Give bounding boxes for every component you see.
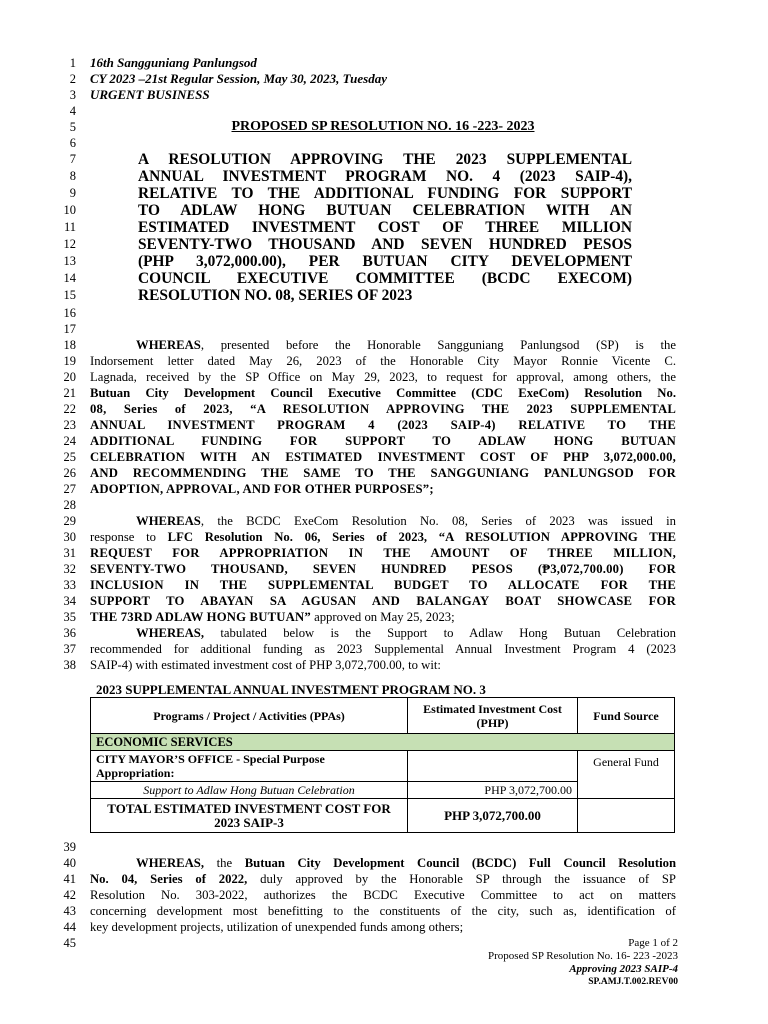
line-number: 28 xyxy=(63,498,76,512)
line-number: 38 xyxy=(63,658,76,672)
line-number: 35 xyxy=(63,610,76,624)
line-number: 34 xyxy=(63,594,76,608)
line-number: 39 xyxy=(63,840,76,854)
line-number: 8 xyxy=(69,169,76,183)
line-number: 30 xyxy=(63,530,76,544)
header-council: 16th Sangguniang Panlungsod xyxy=(90,55,257,70)
para2-line1: WHEREAS, the BCDC ExeCom Resolution No. 08, Series of 2023 was issued in xyxy=(136,514,676,528)
line-number: 13 xyxy=(63,254,76,268)
line-number: 23 xyxy=(63,418,76,432)
line-number: 32 xyxy=(63,562,76,576)
section-row xyxy=(91,734,675,751)
para2-line4: SEVENTY-TWO THOUSAND, SEVEN HUNDRED PESOS (₱3,072,700.00) FOR xyxy=(90,562,676,576)
header-ppas: Programs / Project / Activities (PPAs) xyxy=(91,698,408,734)
para4-line2: No. 04, Series of 2022, duly approved by the Honorable SP through the issuance of SP xyxy=(90,872,676,886)
header-cost: Estimated Investment Cost (PHP) xyxy=(408,698,578,734)
total-label-cell: TOTAL ESTIMATED INVESTMENT COST FOR 2023 SAIP-3 xyxy=(91,799,408,833)
line-number: 10 xyxy=(63,203,76,217)
para4-line4: concerning development most benefitting to the constituents of the city, such as, identification of xyxy=(90,904,676,918)
para1-line3: Lagnada, received by the SP Office on May 29, 2023, to request for approval, among others, the xyxy=(90,370,676,384)
footer-page-number: Page 1 of 2 xyxy=(628,937,678,949)
line-number: 44 xyxy=(63,920,76,934)
para2-line5: INCLUSION IN THE SUPPLEMENTAL BUDGET TO ALLOCATE FOR THE xyxy=(90,578,676,592)
line-number: 20 xyxy=(63,370,76,384)
resolution-title-line: (PHP 3,072,000.00), PER BUTUAN CITY DEVELOPMENT xyxy=(138,253,632,270)
para2-line7: THE 73RD ADLAW HONG BUTUAN” approved on May 25, 2023; xyxy=(90,610,455,624)
para1-line6: ANNUAL INVESTMENT PROGRAM 4 (2023 SAIP-4) RELATIVE TO THE xyxy=(90,418,676,432)
line-number: 11 xyxy=(63,220,76,234)
para1-line8: CELEBRATION WITH AN ESTIMATED INVESTMENT COST OF PHP 3,072,000.00, xyxy=(90,450,676,464)
line-number: 36 xyxy=(63,626,76,640)
investment-table xyxy=(90,697,675,833)
office-cell: CITY MAYOR’S OFFICE - Special Purpose Appropriation: xyxy=(91,751,408,782)
resolution-number-title: PROPOSED SP RESOLUTION NO. 16 -223- 2023 xyxy=(231,119,535,134)
line-number: 26 xyxy=(63,466,76,480)
line-number: 3 xyxy=(69,88,76,102)
para3-line1: WHEREAS, tabulated below is the Support to Adlaw Hong Butuan Celebration xyxy=(136,626,676,640)
footer-reference: Proposed SP Resolution No. 16- 223 -2023 xyxy=(488,950,678,962)
resolution-title-line: COUNCIL EXECUTIVE COMMITTEE (BCDC EXECOM) xyxy=(138,270,632,287)
line-number: 12 xyxy=(63,237,76,251)
line-number: 31 xyxy=(63,546,76,560)
line-number: 40 xyxy=(63,856,76,870)
line-number: 27 xyxy=(63,482,76,496)
fund-source-cell: General Fund xyxy=(578,751,675,799)
resolution-title-line: A RESOLUTION APPROVING THE 2023 SUPPLEMENTAL xyxy=(138,151,632,168)
line-number: 18 xyxy=(63,338,76,352)
line-number: 21 xyxy=(63,386,76,400)
line-number: 14 xyxy=(63,271,76,285)
para4-line3: Resolution No. 303-2022, authorizes the BCDC Executive Committee to act on matters xyxy=(90,888,676,902)
line-number: 15 xyxy=(63,288,76,302)
line-number: 33 xyxy=(63,578,76,592)
line-number: 41 xyxy=(63,872,76,886)
line-number: 7 xyxy=(69,152,76,166)
para3-line3: SAIP-4) with estimated investment cost of PHP 3,072,700.00, to wit: xyxy=(90,658,441,672)
table-title: 2023 SUPPLEMENTAL ANNUAL INVESTMENT PROGRAM NO. 3 xyxy=(96,682,486,697)
total-row xyxy=(91,799,675,833)
para1-line4: Butuan City Development Council Executive Committee (CDC ExeCom) Resolution No. xyxy=(90,386,676,400)
footer-code: SP.AMJ.T.002.REV00 xyxy=(588,977,678,987)
line-number: 6 xyxy=(69,136,76,150)
header-urgent: URGENT BUSINESS xyxy=(90,87,210,102)
para2-line6: SUPPORT TO ABAYAN SA AGUSAN AND BALANGAY BOAT SHOWCASE FOR xyxy=(90,594,676,608)
section-economic-services: ECONOMIC SERVICES xyxy=(91,734,675,751)
empty-cost-cell xyxy=(408,751,578,782)
item-cell: Support to Adlaw Hong Butuan Celebration xyxy=(91,782,408,799)
para2-line2: response to LFC Resolution No. 06, Series of 2023, “A RESOLUTION APPROVING THE xyxy=(90,530,676,544)
line-number: 19 xyxy=(63,354,76,368)
header-fund: Fund Source xyxy=(578,698,675,734)
resolution-title-line: RESOLUTION NO. 08, SERIES OF 2023 xyxy=(138,287,413,304)
para1-line9: AND RECOMMENDING THE SAME TO THE SANGGUNIANG PANLUNGSOD FOR xyxy=(90,466,676,480)
resolution-title-line: TO ADLAW HONG BUTUAN CELEBRATION WITH AN xyxy=(138,202,632,219)
para4-line5: key development projects, utilization of unexpended funds among others; xyxy=(90,920,464,934)
para2-line3: REQUEST FOR APPROPRIATION IN THE AMOUNT OF THREE MILLION, xyxy=(90,546,676,560)
header-session: CY 2023 –21st Regular Session, May 30, 2023, Tuesday xyxy=(90,71,387,86)
line-number: 37 xyxy=(63,642,76,656)
line-number: 43 xyxy=(63,904,76,918)
line-number: 16 xyxy=(63,306,76,320)
line-number: 45 xyxy=(63,936,76,950)
table-header-row xyxy=(91,698,675,734)
line-number: 42 xyxy=(63,888,76,902)
line-number: 5 xyxy=(69,120,76,134)
line-number: 24 xyxy=(63,434,76,448)
line-number: 17 xyxy=(63,322,76,336)
item-cost-cell: PHP 3,072,700.00 xyxy=(408,782,578,799)
para3-line2: recommended for additional funding as 2023 Supplemental Annual Investment Program 4 (2023 xyxy=(90,642,676,656)
line-number: 25 xyxy=(63,450,76,464)
line-number: 4 xyxy=(69,104,76,118)
footer-subject: Approving 2023 SAIP-4 xyxy=(569,963,678,975)
para1-line10: ADOPTION, APPROVAL, AND FOR OTHER PURPOSES”; xyxy=(90,482,434,496)
para1-line1: WHEREAS, presented before the Honorable Sangguniang Panlungsod (SP) is the xyxy=(136,338,676,352)
resolution-title-line: RELATIVE TO THE ADDITIONAL FUNDING FOR SUPPORT xyxy=(138,185,632,202)
resolution-title-line: SEVENTY-TWO THOUSAND AND SEVEN HUNDRED PESOS xyxy=(138,236,632,253)
resolution-title-line: ESTIMATED INVESTMENT COST OF THREE MILLION xyxy=(138,219,632,236)
para1-line2: Indorsement letter dated May 26, 2023 of the Honorable City Mayor Ronnie Vicente C. xyxy=(90,354,676,368)
para4-line1: WHEREAS, the Butuan City Development Council (BCDC) Full Council Resolution xyxy=(136,856,676,870)
total-fund-cell xyxy=(578,799,675,833)
total-cost-cell: PHP 3,072,700.00 xyxy=(408,799,578,833)
line-number: 2 xyxy=(69,72,76,86)
para1-line5: 08, Series of 2023, “A RESOLUTION APPROVING THE 2023 SUPPLEMENTAL xyxy=(90,402,676,416)
para1-line7: ADDITIONAL FUNDING FOR SUPPORT TO ADLAW HONG BUTUAN xyxy=(90,434,676,448)
line-number: 1 xyxy=(69,56,76,70)
line-number: 22 xyxy=(63,402,76,416)
resolution-title-line: ANNUAL INVESTMENT PROGRAM NO. 4 (2023 SAIP-4), xyxy=(138,168,632,185)
table-row xyxy=(91,751,675,782)
line-number: 9 xyxy=(69,186,76,200)
line-number: 29 xyxy=(63,514,76,528)
